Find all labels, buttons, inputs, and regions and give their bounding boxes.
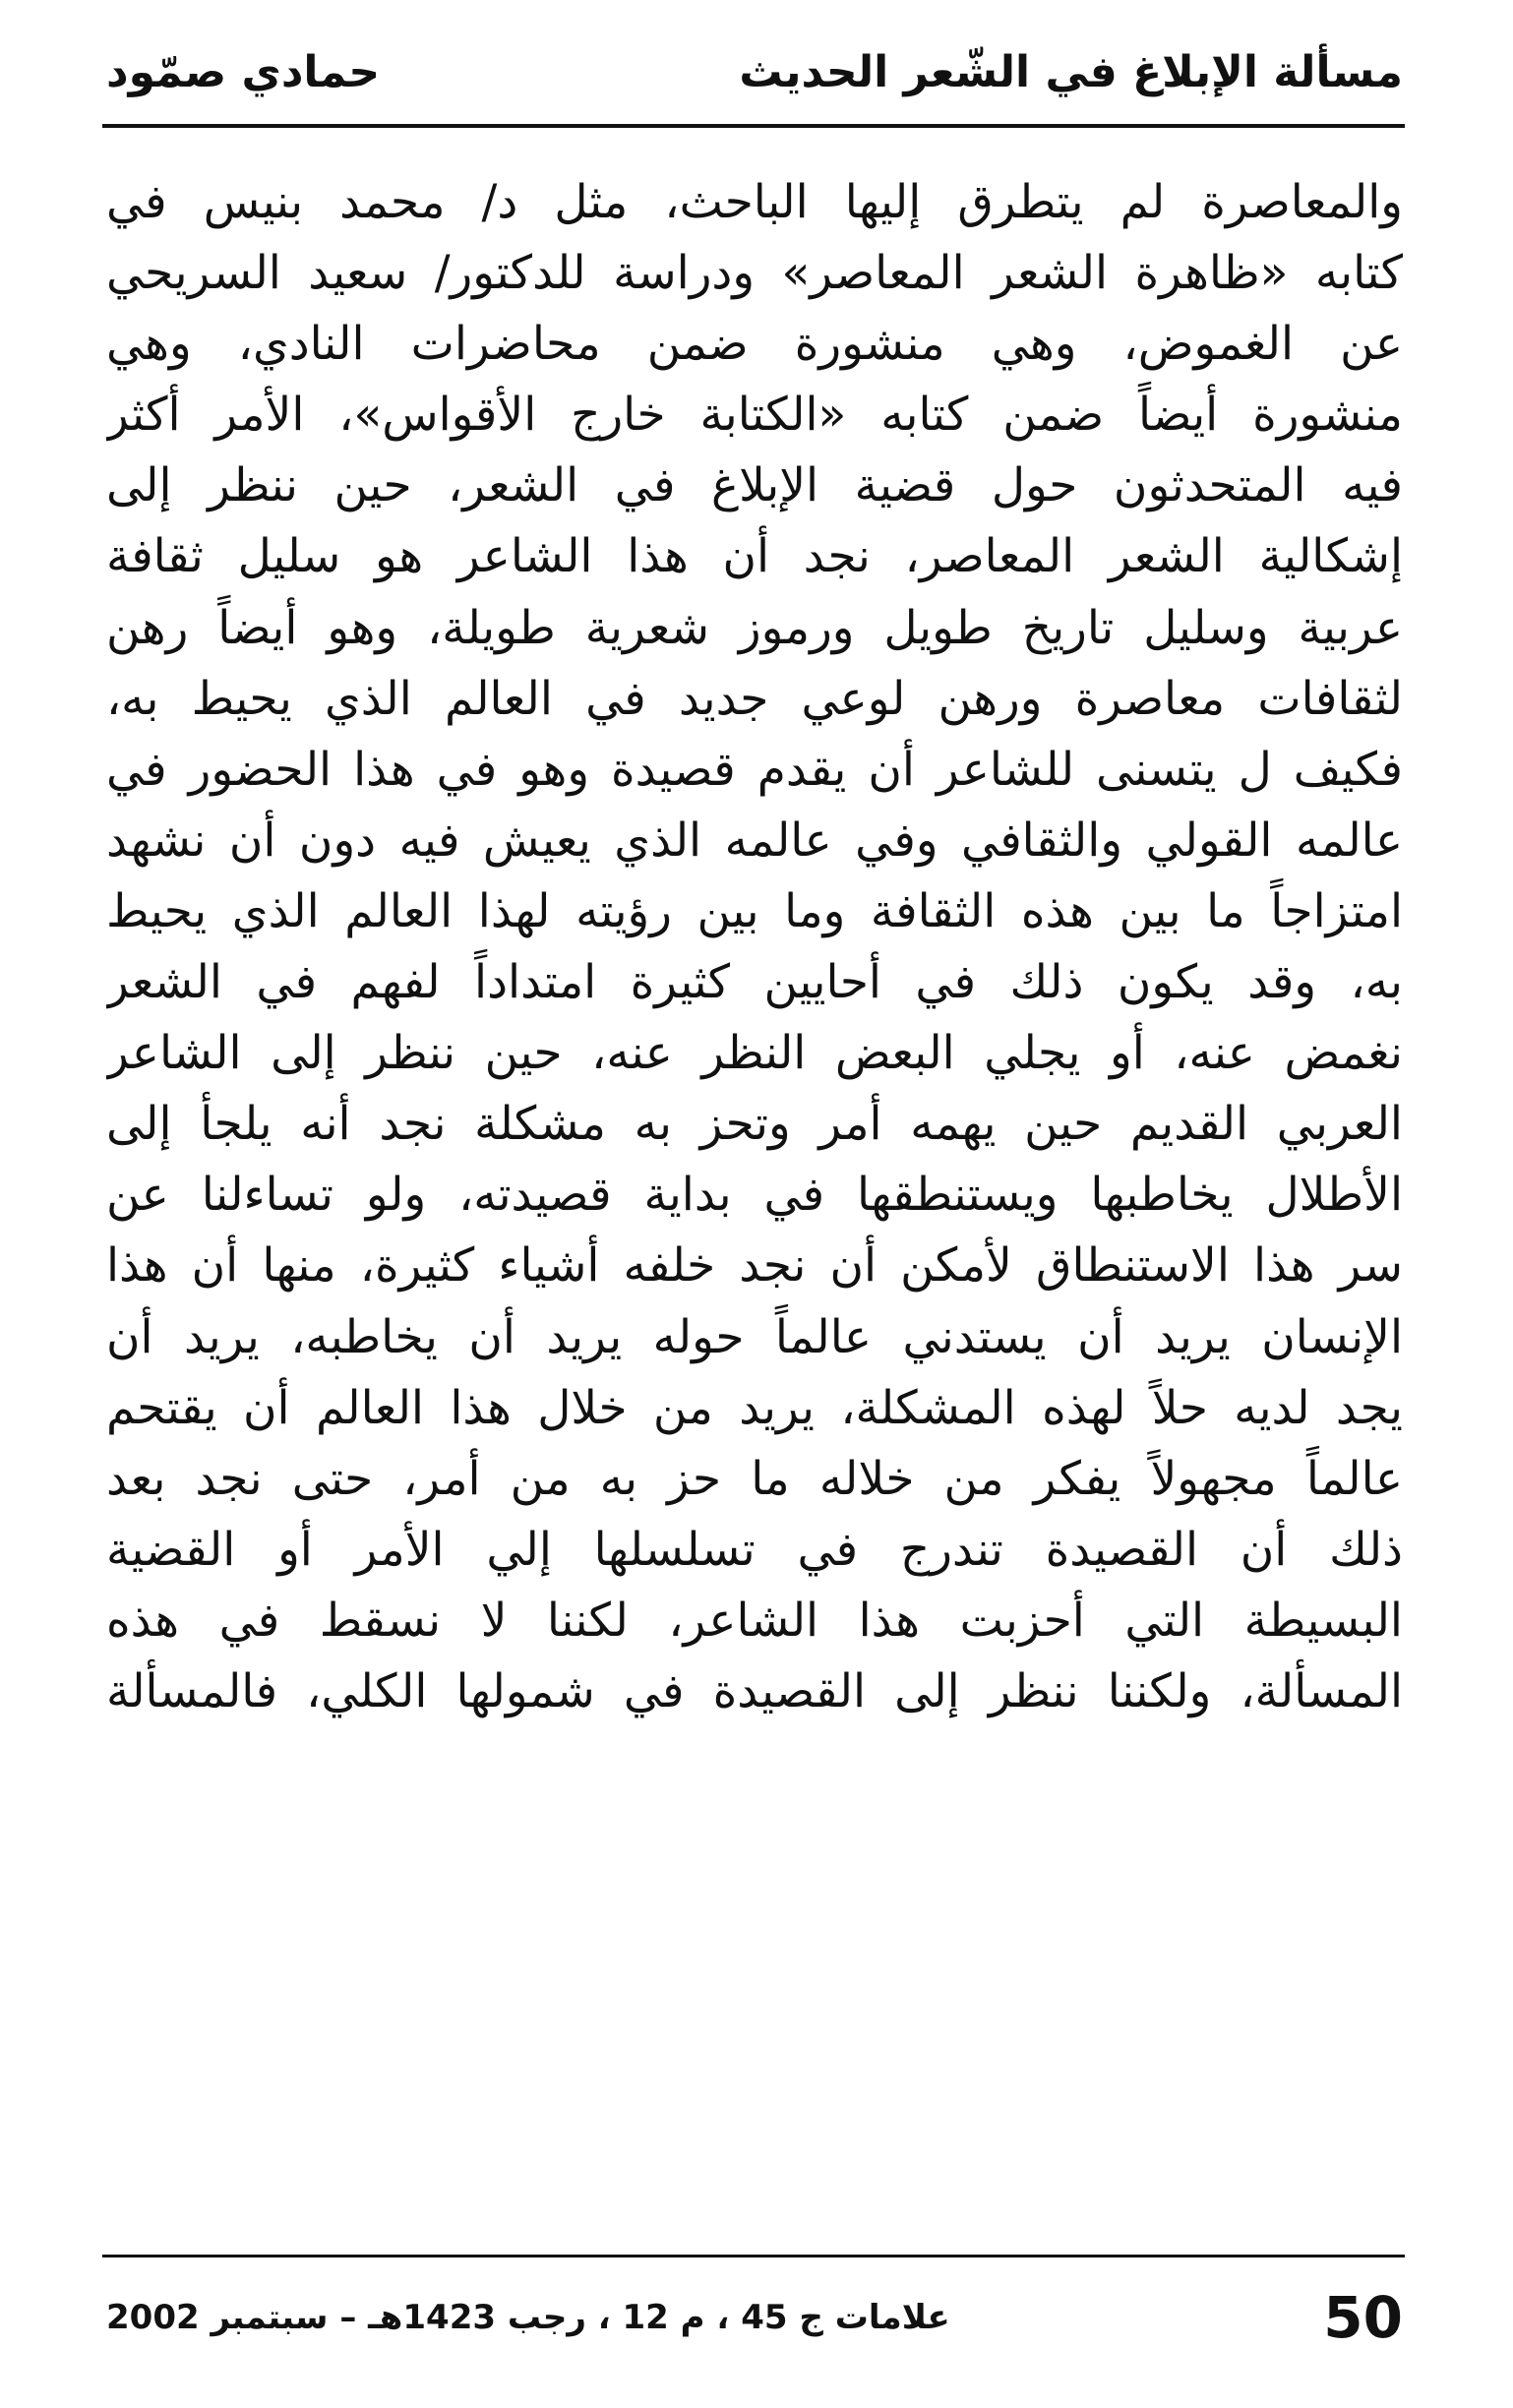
header-title: مسألة الإبلاغ في الشّعر الحديث bbox=[739, 47, 1403, 97]
text-line: البسيطة التي أحزبت هذا الشاعر، لكننا لا نسقط في هذه bbox=[106, 1593, 1403, 1648]
text-line: ذلك أن القصيدة تندرج في تسلسلها إلي الأمر أو القضية bbox=[106, 1522, 1403, 1577]
text-line: فيه المتحدثون حول قضية الإبلاغ في الشعر، حين ننظر إلى bbox=[106, 458, 1403, 513]
text-line: عالماً مجهولاً يفكر من خلاله ما حز به من أمر، حتى نجد بعد bbox=[106, 1451, 1403, 1506]
text-line: إشكالية الشعر المعاصر، نجد أن هذا الشاعر هو سليل ثقافة bbox=[106, 529, 1403, 584]
text-line: به، وقد يكون ذلك في أحايين كثيرة امتداداً لفهم في الشعر bbox=[106, 955, 1403, 1010]
text-line: منشورة أيضاً ضمن كتابه «الكتابة خارج الأقواس»، الأمر أكثر bbox=[106, 388, 1403, 443]
header-author: حمادي صمّود bbox=[106, 47, 381, 97]
text-line: العربي القديم حين يهمه أمر وتحز به مشكلة نجد أنه يلجأ إلى bbox=[106, 1097, 1403, 1152]
text-line: الإنسان يريد أن يستدني عالماً حوله يريد أن يخاطبه، يريد أن bbox=[106, 1309, 1403, 1364]
text-line: كتابه «ظاهرة الشعر المعاصر» ودراسة للدكتور/ سعيد السريحي bbox=[106, 246, 1403, 301]
text-line: يجد لديه حلاً لهذه المشكلة، يريد من خلال هذا العالم أن يقتحم bbox=[106, 1380, 1403, 1435]
footer-divider bbox=[102, 2255, 1405, 2258]
text-line: المسألة، ولكننا ننظر إلى القصيدة في شمولها الكلي، فالمسألة bbox=[106, 1663, 1403, 1718]
text-line: الأطلال يخاطبها ويستنطقها في بداية قصيدته، ولو تساءلنا عن bbox=[106, 1168, 1403, 1223]
page-footer bbox=[106, 2278, 1403, 2357]
text-line: عالمه القولي والثقافي وفي عالمه الذي يعيش فيه دون أن نشهد bbox=[106, 813, 1403, 868]
text-line: فكيف ل يتسنى للشاعر أن يقدم قصيدة وهو في هذا الحضور في bbox=[106, 742, 1403, 797]
running-header bbox=[106, 28, 1403, 118]
text-line: عن الغموض، وهي منشورة ضمن محاضرات النادي، وهي bbox=[106, 317, 1403, 372]
text-line: عربية وسليل تاريخ طويل ورموز شعرية طويلة، وهو أيضاً رهن bbox=[106, 600, 1403, 655]
page-number: 50 bbox=[1323, 2284, 1403, 2351]
text-line: سر هذا الاستنطاق لأمكن أن نجد خلفه أشياء كثيرة، منها أن هذا bbox=[106, 1238, 1403, 1294]
text-line: امتزاجاً ما بين هذه الثقافة وما بين رؤيته لهذا العالم الذي يحيط bbox=[106, 883, 1403, 938]
text-line: نغمض عنه، أو يجلي البعض النظر عنه، حين ننظر إلى الشاعر bbox=[106, 1026, 1403, 1081]
header-divider bbox=[102, 124, 1405, 128]
body-text bbox=[106, 167, 1403, 1727]
text-line: والمعاصرة لم يتطرق إليها الباحث، مثل د/ محمد بنيس في bbox=[106, 175, 1403, 229]
text-line: لثقافات معاصرة ورهن لوعي جديد في العالم الذي يحيط به، bbox=[106, 671, 1403, 726]
issue-info: علامات ج 45 ، م 12 ، رجب 1423هـ – سبتمبر 2002 bbox=[106, 2298, 950, 2337]
